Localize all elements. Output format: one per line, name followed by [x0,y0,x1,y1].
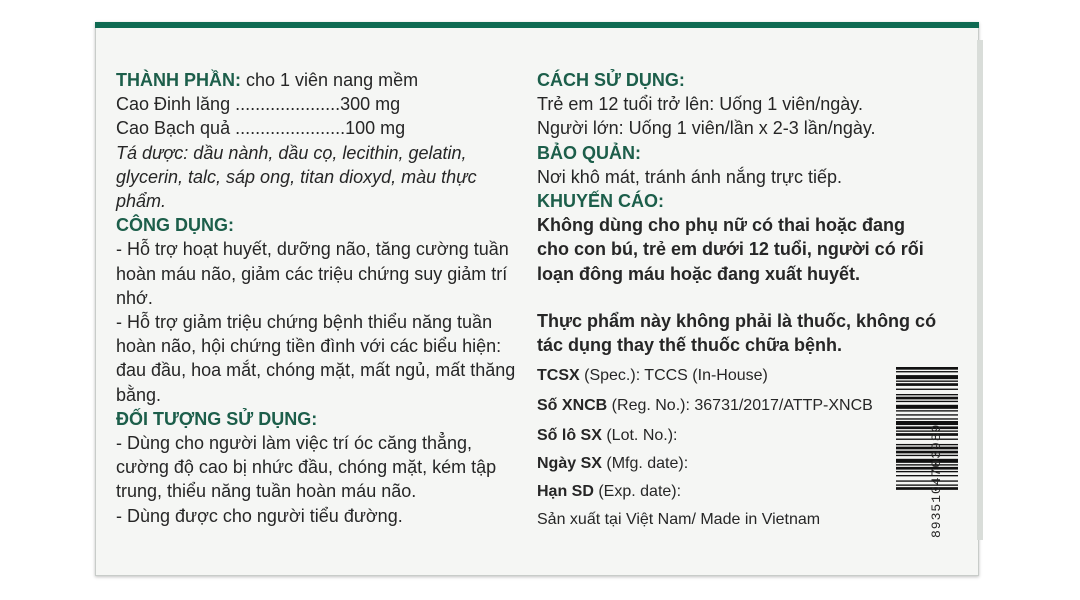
uses-item-2: - Hỗ trợ giảm triệu chứng bệnh thiểu năng tuần hoàn não, hội chứng tiền đình với các biểu hiện: đau đầu, hoa mắt, chóng mặt, mất ngủ, mất thăng bằng. [116,312,516,405]
barcode-bar [896,455,958,456]
barcode-bar [896,375,958,379]
barcode-bar [896,484,958,485]
barcode-bar [896,401,958,402]
barcode-bar [896,418,958,419]
usage-heading: CÁCH SỬ DỤNG: [537,70,685,90]
barcode-bar [896,433,958,436]
target-heading: ĐỐI TƯỢNG SỬ DỤNG: [116,408,318,429]
ingredient-1: Cao Đinh lăng .....................300 mg [116,94,401,115]
mfg-line [537,455,877,473]
barcode-bar [896,451,958,454]
exp-value: (Exp. date): [593,483,682,500]
ingredients-heading: THÀNH PHẦN: [116,70,241,90]
reg-label: Số XNCB [537,397,608,414]
barcode-bar [896,439,958,440]
barcode-bar [896,471,958,472]
ingredients-intro: cho 1 viên nang mềm [241,70,419,90]
right-column [537,68,937,357]
barcode-bar [896,487,958,490]
exp-label: Hạn SD [537,483,594,500]
barcode-bar [896,381,958,382]
lot-value: (Lot. No.): [601,427,678,444]
barcode-bar [896,421,958,425]
storage-line: Nơi khô mát, tránh ánh nắng trực tiếp. [537,166,843,187]
mfg-value: (Mfg. date): [601,455,689,472]
usage-line-1: Trẻ em 12 tuổi trở lên: Uống 1 viên/ngày. [537,94,863,115]
warning-heading: KHUYẾN CÁO: [537,191,665,212]
uses-item-1: - Hỗ trợ hoạt huyết, dưỡng não, tăng cường tuần hoàn máu não, giảm các triệu chứng suy giảm trí nhớ. [116,239,509,308]
barcode-bar [896,394,958,395]
barcode-bar [896,480,958,481]
notice-text: Thực phẩm này không phải là thuốc, không có tác dụng thay thế thuốc chữa bệnh. [537,310,937,356]
barcode-bar [896,414,958,415]
spec-label: TCSX [537,367,580,384]
barcode-bar [896,383,958,386]
usage-line-2: Người lớn: Uống 1 viên/lần x 2-3 lần/ngày. [537,118,876,139]
package-side-edge [977,40,983,540]
barcode-bar [896,467,958,470]
barcode-bar [896,389,958,390]
barcode-bar [896,447,958,450]
target-item-2: - Dùng được cho người tiểu đường. [116,505,403,526]
barcode-bar [896,426,958,429]
storage-heading: BẢO QUẢN: [537,142,641,163]
mfg-label: Ngày SX [537,455,602,472]
green-top-band [95,22,979,28]
barcode-bar [896,464,958,465]
excipients-text: Tá dược: dầu nành, dầu cọ, lecithin, gelatin, glycerin, talc, sáp ong, titan dioxyd, màu thực phẩm. [116,142,477,212]
barcode-number: 8935104703989 [929,423,944,538]
lot-line [537,427,877,445]
made-in-line: Sản xuất tại Việt Nam/ Made in Vietnam [537,511,821,528]
exp-line [537,483,877,501]
left-column [116,68,516,528]
barcode-bar [896,405,958,409]
barcode-bar [896,367,958,370]
barcode-bar [896,397,958,400]
spec-line [537,367,877,385]
spec-value: (Spec.): TCCS (In-House) [579,367,768,384]
barcode-bar [896,430,958,431]
reg-line [537,397,877,415]
barcode-bar [896,371,958,372]
ingredient-2: Cao Bạch quả ......................100 mg [116,118,406,139]
warning-text: Không dùng cho phụ nữ có thai hoặc đang cho con bú, trẻ em dưới 12 tuổi, người có rối loạn đông máu hoặc đang xuất huyết. [537,215,924,284]
lot-label: Số lô SX [537,427,602,444]
reg-value: (Reg. No.): 36731/2017/ATTP-XNCB [607,397,873,414]
barcode-bar [896,444,958,445]
target-item-1: - Dùng cho người làm việc trí óc căng thẳng, cường độ cao bị nhức đầu, chóng mặt, kém tập trung, thiểu năng tuần hoàn máu não. [116,433,497,502]
uses-heading: CÔNG DỤNG: [116,215,234,236]
barcode-bar [896,410,958,411]
barcode-bar [896,459,958,463]
barcode-bar [896,475,958,476]
ingredients-line [116,68,516,92]
